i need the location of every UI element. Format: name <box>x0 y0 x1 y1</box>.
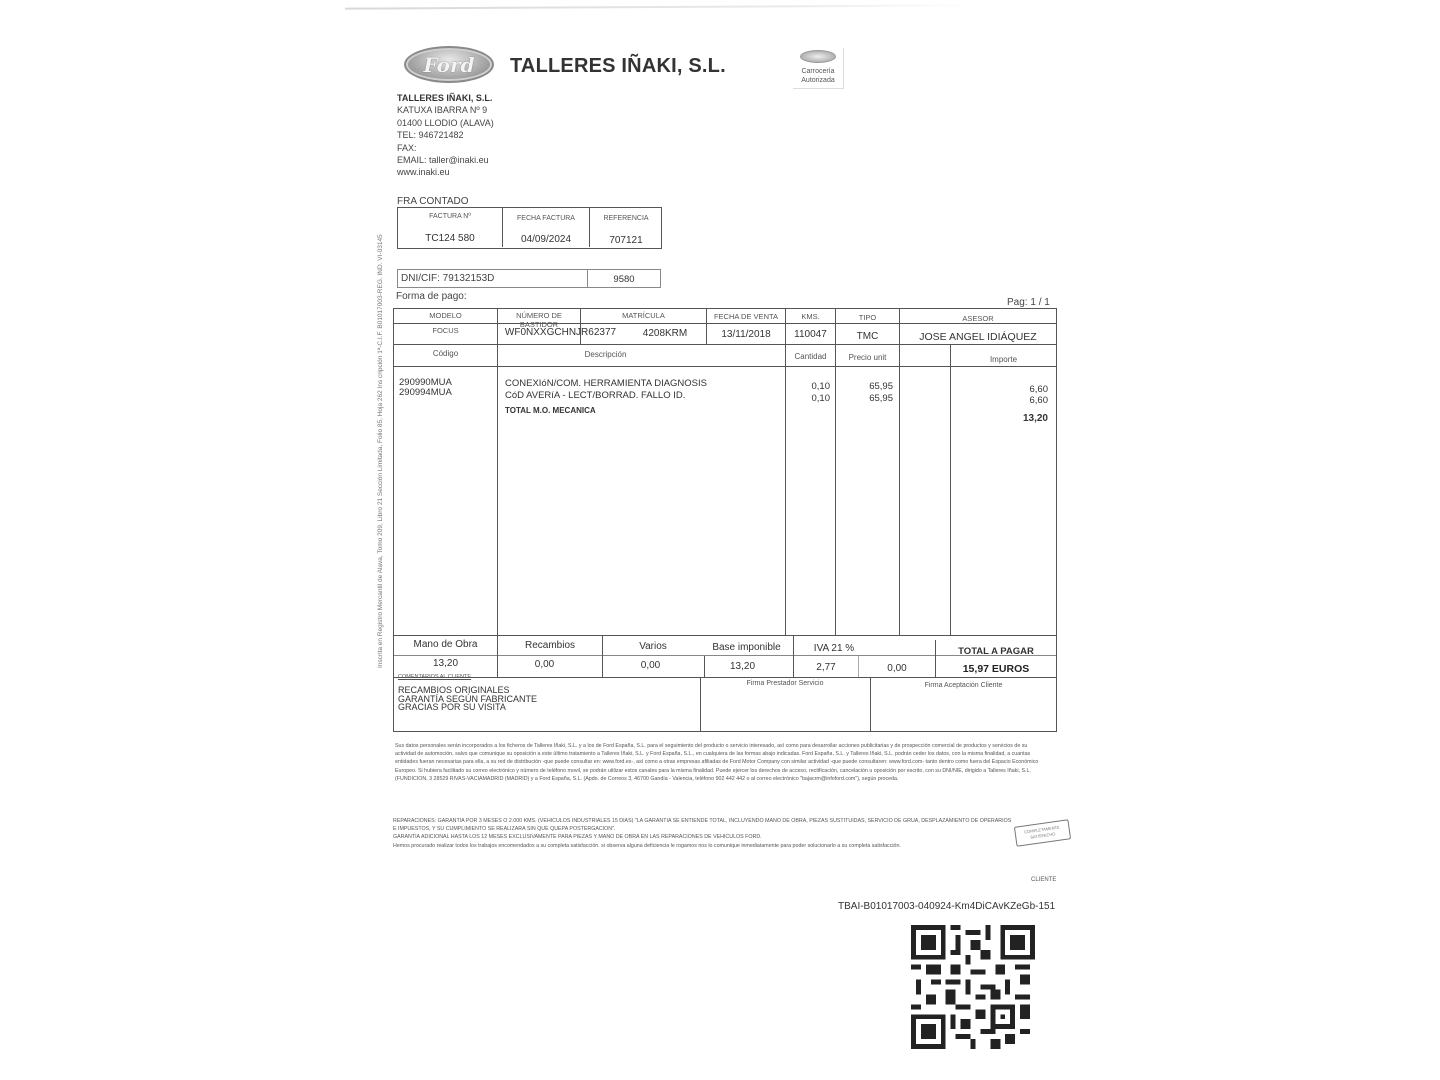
item-code: 290994MUA <box>399 387 452 398</box>
labour-value: 13,20 <box>432 658 459 669</box>
tbai-code: TBAI-B01017003-040924-Km4DiCAvKZeGb-151 <box>838 901 1056 912</box>
company-name: TALLERES IÑAKI, S.L. <box>397 93 493 103</box>
item-quantity: 0,10 <box>811 393 830 404</box>
item-unit-price: 65,95 <box>869 393 893 404</box>
badge-line2: Autorizada <box>801 77 835 84</box>
warranty-line: REPARACIONES: GARANTIA POR 3 MESES O 2.000 KMS. (VEHICULOS INDUSTRIALES 15 DIAS) "LA GARANTIA SE ENTIENDE TOTAL, INCLUYENDO MANO DE OBRA, PIEZAS SUSTITUIDAS, SERVICIO DE GRUA, DESPLAZAMIENTO DE OPERARIOS E IMPUESTOS, Y SU CUMPLIMIENTO SE REALIZARA SIN QUE QUEPA POSTERGACION". <box>393 818 1012 833</box>
registry-note: Inscrita en Registro Mercantil de Alava, Tomo 209, Libro 21 Sección Limitada, Folio 85, Hoja 262 Ins cripción 1ª-C.I.F. B01017003-REG. IND. VI-03145 <box>377 234 384 668</box>
vat-label: IVA 21 % <box>813 643 855 654</box>
vehicle-advisor: JOSE ANGEL IDIÁQUEZ <box>919 331 1037 343</box>
vehicle-sale-date: 13/11/2018 <box>721 329 771 340</box>
item-amount: 6,60 <box>1029 384 1048 395</box>
invoice-date: 04/09/2024 <box>520 234 572 245</box>
vehicle-header-sale-date: FECHA DE VENTA <box>713 312 779 321</box>
satisfaction-line: Hemos procurado realizar todos los trabajos encomendados a su completa satisfacción. si observa alguna deficiencia le rogamos nos lo comunique inmediatamente para poder solucionarlo a su completa satisfacción. <box>393 842 901 849</box>
col-description: Descripción <box>584 350 627 359</box>
vat-value: 2,77 <box>816 662 836 673</box>
invoice-number-label: FACTURA Nº <box>429 213 471 220</box>
company-fax: FAX: <box>397 142 417 153</box>
dni-box <box>397 269 661 288</box>
comments-text <box>398 686 537 712</box>
invoice-date-label: FECHA FACTURA <box>517 215 575 222</box>
company-info <box>397 92 494 179</box>
company-tel: TEL: 946721482 <box>397 130 464 141</box>
warranty-line: GARANTIA ADICIONAL HASTA LOS 12 MESES EXCLUSIVAMENTE PARA PIEZAS Y MANO DE OBRA EN LAS REPARACIONES DE VEHICULOS FORD. <box>393 834 762 841</box>
vehicle-kms: 110047 <box>794 329 827 340</box>
warranty-notice <box>393 817 1013 850</box>
company-title: TALLERES IÑAKI, S.L. <box>510 55 726 77</box>
company-email: EMAIL: taller@inaki.eu <box>397 155 489 166</box>
comment-line: GARANTÍA SEGÚN FABRICANTE <box>398 693 538 704</box>
page-number: Pag: 1 / 1 <box>1007 297 1050 308</box>
badge-line1: Carrocería <box>801 68 835 75</box>
col-amount: Importe <box>989 355 1018 364</box>
invoice-reference: 707121 <box>609 235 643 246</box>
item-amount: 6,60 <box>1029 395 1048 406</box>
vehicle-model: FOCUS <box>432 326 459 335</box>
subtotal-value: 13,20 <box>1022 413 1048 424</box>
vehicle-header-vin: NÚMERO DE BASTIDOR <box>516 311 562 329</box>
dni-cif: DNI/CIF: 79132153D <box>401 273 495 284</box>
parts-value: 0,00 <box>534 659 555 670</box>
vehicle-header-type: TIPO <box>858 313 877 322</box>
copy-label: CLIENTE <box>1031 877 1057 883</box>
company-web: www.inaki.eu <box>397 167 450 178</box>
payment-method-label: Forma de pago: <box>396 291 467 302</box>
item-description: CóD AVERíA - LECT/BORRAD. FALLO ID. <box>505 390 686 401</box>
scan-edge <box>345 4 975 9</box>
vehicle-header-plate: MATRÍCULA <box>622 311 665 320</box>
vehicle-vin: WF0NXXGCHNJR62377 <box>504 327 617 338</box>
col-code: Código <box>432 349 459 358</box>
vehicle-type: TMC <box>856 331 879 342</box>
ford-logo-text: Ford <box>423 52 475 77</box>
base-value: 13,20 <box>729 661 756 672</box>
item-code: 290990MUA <box>399 377 452 388</box>
item-description: CONEXIóN/COM. HERRAMIENTA DIAGNOSIS <box>505 378 707 389</box>
col-unit-price: Precio unit <box>848 353 887 362</box>
provider-signature-label: Firma Prestador Servicio <box>746 680 824 687</box>
invoice-number: TC124 580 <box>425 233 475 244</box>
invoice-reference-label: REFERENCIA <box>603 215 649 222</box>
satisfaction-stamp: COMPLETAMENTE SATISFECHO <box>1014 819 1071 846</box>
misc-value: 0,00 <box>640 660 661 671</box>
base-label: Base imponible <box>712 642 781 653</box>
ford-mini-logo-icon <box>800 50 836 63</box>
vehicle-plate: 4208KRM <box>642 328 688 339</box>
vehicle-header-advisor: ASESOR <box>962 314 994 323</box>
ford-logo <box>404 46 494 83</box>
client-signature-label: Firma Aceptación Cliente <box>924 682 1003 689</box>
col-quantity: Cantidad <box>794 352 827 361</box>
comments-label: COMENTARIOS AL CLIENTE <box>398 674 472 680</box>
labour-label: Mano de Obra <box>413 639 478 650</box>
subtotal-label: TOTAL M.O. MECANICA <box>505 406 596 415</box>
vehicle-header-kms: KMS. <box>801 312 820 321</box>
company-address1: KATUXA IBARRA Nº 9 <box>397 105 488 116</box>
company-address2: 01400 LLODIO (ALAVA) <box>397 117 494 128</box>
qr-code-icon <box>911 925 1035 1049</box>
other-tax-value: 0,00 <box>887 663 907 674</box>
invoice-type: FRA CONTADO <box>397 196 469 207</box>
parts-label: Recambios <box>524 640 576 651</box>
comment-line: RECAMBIOS ORIGINALES <box>398 685 510 695</box>
item-quantity: 0,10 <box>811 381 830 392</box>
total-amount: 15,97 EUROS <box>962 663 1030 675</box>
item-unit-price: 65,95 <box>869 381 893 392</box>
total-label: TOTAL A PAGAR <box>958 646 1034 657</box>
invoice-id-box <box>397 207 662 249</box>
privacy-notice: Sus datos personales serán incorporados a los ficheros de Talleres Iñaki, S.L. y a los de Ford España, S.L. para el seguimiento del producto o servicio interesado, así como para desarrollar acciones publicitarias y de prospección comercial de productos y servicios de su actividad de automoción, salvo que comunique su oposición a este último tratamiento a Talleres Iñaki, S.L. y Ford España, S.L., en cualquiera de las formas abajo indicadas. Ford España, S.L. y Talleres Iñaki, S.L. podrán ceder los datos, con la misma finalidad, a cuantas entidades fueran necesarias para ella, a su red de distribución -que puede consultar en: www.ford.es-, así como a otras empresas afiliadas de Ford Motor Company con similar actividad -que puede consultaren: www.ford.com- tanto dentro como fuera del Espacio Económico Europeo. Si hubiera facilitado su correo electrónico y número de teléfono movil, se podrán utilizar estos canales para la misma finalidad. Puede ejercer los derechos de acceso, rectificación, cancelación u oposición por escrito, con su DNI/NIE, dirigido a Talleres Iñaki, S.L. (FUNDICION, 3 28529 RIVAS-VACIAMADRID (MADRID) y a Ford España, S.L. (Apdo. de Correos 3, 46700 Gandía - Valencia, teléfono 902 442 442 o al correo electrónico "bajacrm@infoford.com"), según proceda. <box>395 743 1039 782</box>
vehicle-header-model: MODELO <box>429 311 462 320</box>
client-code: 9580 <box>613 274 635 285</box>
carroceria-badge <box>793 48 844 89</box>
comment-line: GRACIAS POR SU VISITA <box>398 702 506 713</box>
misc-label: Varios <box>639 641 667 652</box>
